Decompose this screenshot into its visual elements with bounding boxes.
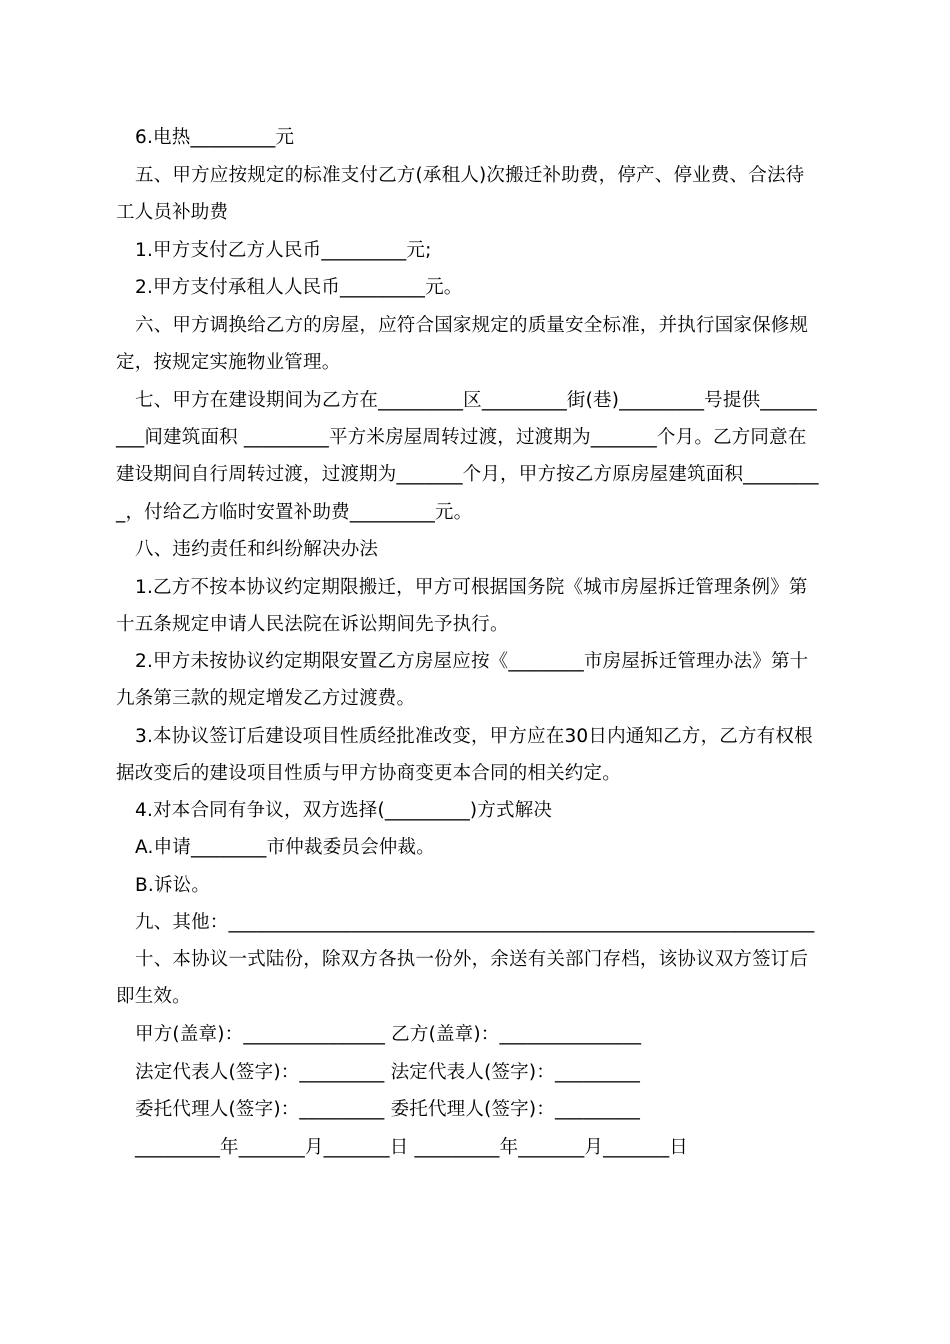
clause-8-item-3-line-2: 据改变后的建设项目性质与甲方协商变更本合同的相关约定。 (116, 763, 621, 784)
clause-6-line-1: 六、甲方调换给乙方的房屋，应符合国家规定的质量安全标准，并执行国家保修规 (135, 315, 809, 336)
clause-8-heading: 八、违约责任和纠纷解决办法 (135, 539, 379, 560)
clause-8-item-3-line-1: 3.本协议签订后建设项目性质经批准改变，甲方应在30日内通知乙方，乙方有权根 (135, 726, 813, 747)
clause-7-line-3: 建设期间自行周转过渡，过渡期为_______个月，甲方按乙方原房屋建筑面积________ (116, 464, 819, 485)
option-a: A.申请________市仲裁委员会仲裁。 (135, 837, 435, 858)
signature-seal-row: 甲方(盖章)：_______________ 乙方(盖章)：_______________ (135, 1024, 642, 1045)
clause-5-item-2: 2.甲方支付承租人人民币_________元。 (135, 277, 463, 298)
clause-7-line-4: _，付给乙方临时安置补助费_________元。 (116, 502, 473, 523)
clause-8-item-1-line-2: 十五条规定申请人民法院在诉讼期间先予执行。 (116, 614, 509, 635)
clause-5-line-1: 五、甲方应按规定的标准支付乙方(承租人)次搬迁补助费，停产、停业费、合法待 (135, 165, 805, 186)
clause-10-line-2: 即生效。 (116, 986, 191, 1007)
clause-7-line-2: ___间建筑面积 _________平方米房屋周转过渡，过渡期为_______个月。乙方同意在 (116, 427, 807, 448)
signature-legal-rep-row: 法定代表人(签字)：_________ 法定代表人(签字)：_________ (135, 1062, 641, 1083)
clause-8-item-4: 4.对本合同有争议，双方选择(_________)方式解决 (135, 800, 553, 821)
item-electric-heating: 6.电热_________元 (135, 127, 295, 148)
clause-6-line-2: 定，按规定实施物业管理。 (116, 352, 341, 373)
clause-9: 九、其他：______________________________________________________________ (135, 912, 815, 933)
clause-5-line-2: 工人员补助费 (116, 202, 229, 223)
clause-8-item-2-line-1: 2.甲方未按协议约定期限安置乙方房屋应按《________市房屋拆迁管理办法》第十 (135, 651, 809, 672)
clause-7-line-1: 七、甲方在建设期间为乙方在_________区_________街(巷)_________号提供______ (135, 390, 817, 411)
clause-10-line-1: 十、本协议一式陆份，除双方各执一份外，余送有关部门存档，该协议双方签订后 (135, 949, 809, 970)
clause-8-item-2-line-2: 九条第三款的规定增发乙方过渡费。 (116, 688, 416, 709)
clause-5-item-1: 1.甲方支付乙方人民币_________元; (135, 240, 432, 261)
clause-8-item-1-line-1: 1.乙方不按本协议约定期限搬迁，甲方可根据国务院《城市房屋拆迁管理条例》第 (135, 577, 808, 598)
signature-agent-row: 委托代理人(签字)：_________ 委托代理人(签字)：_________ (135, 1099, 641, 1120)
option-b: B.诉讼。 (135, 875, 211, 896)
signature-date-row: _________年_______月_______日 _________年_______月_______日 (135, 1137, 688, 1158)
